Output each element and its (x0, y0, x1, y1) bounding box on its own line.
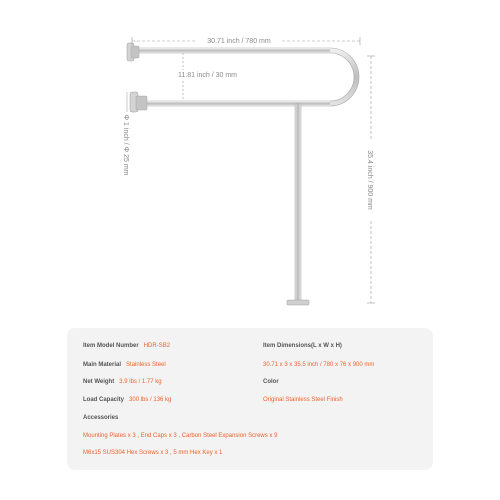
width-dimension (132, 35, 360, 45)
spec-weight: Net Weight 3.9 lbs / 1.77 kg (83, 379, 162, 385)
depth-label: 11.81 inch / 30 mm (178, 72, 238, 79)
model-value: HDR-SB2 (143, 343, 171, 349)
spec-color-label: Color (263, 379, 279, 385)
support-leg (295, 104, 301, 301)
top-tube (138, 48, 330, 53)
weight-value: 3.9 lbs / 1.77 kg (119, 379, 162, 385)
depth-dimension (176, 53, 260, 99)
color-value: Original Stainless Steel Finish (263, 397, 343, 403)
height-dimension (366, 56, 376, 303)
specifications-panel (67, 328, 433, 470)
accessories-line-1: Mounting Plates x 3 , End Caps x 3 , Carbon Steel Expansion Screws x 9 (83, 433, 278, 439)
width-label: 30.71 inch / 780 mm (207, 38, 271, 45)
spec-material: Main Material Stainless Steel (83, 362, 166, 368)
spec-model: Item Model Number HDR-SB2 (83, 343, 171, 349)
accessories-line-2: M6x15 SUS304 Hex Screws x 3 , 5 mm Hex Key x 1 (83, 450, 223, 456)
floor-mounting-plate (287, 300, 309, 305)
spec-accessories-label: Accessories (83, 415, 119, 421)
height-label: 35.4 inch / 900 mm (366, 150, 373, 210)
load-value: 300 lbs / 136 kg (129, 397, 172, 403)
bottom-tube (147, 101, 330, 106)
material-value: Stainless Steel (126, 362, 166, 368)
diameter-label: Φ 1 inch / Φ 25 mm (122, 114, 129, 176)
spec-item-dimensions-label: Item Dimensions(L x W x H) (263, 343, 342, 349)
spec-load: Load Capacity 300 lbs / 136 kg (83, 397, 172, 403)
diameter-dimension (122, 92, 129, 176)
item-dimensions-value: 30.71 x 3 x 35.5 inch / 780 x 76 x 900 mm (263, 362, 375, 368)
grab-bar-body (127, 43, 359, 305)
